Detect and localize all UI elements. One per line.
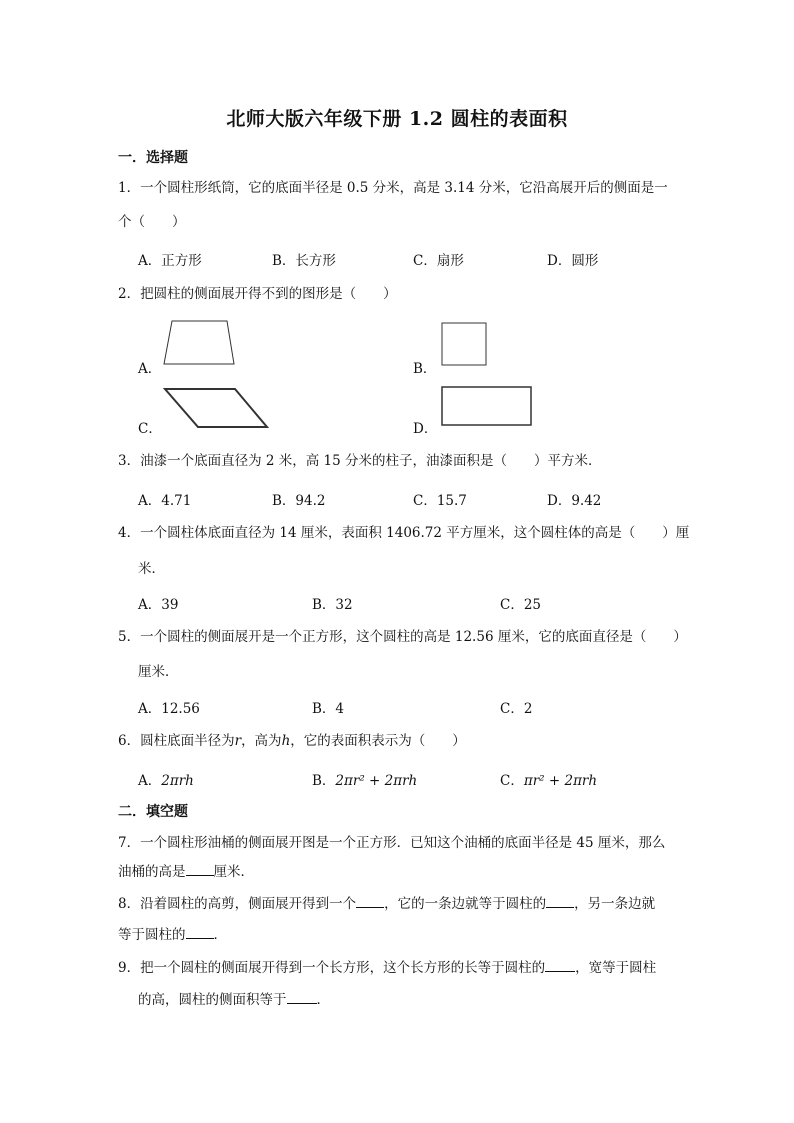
answer-blank[interactable] bbox=[287, 989, 317, 1004]
answer-blank[interactable] bbox=[186, 924, 214, 939]
question-8-text-e: ． bbox=[213, 927, 227, 943]
question-8-text-c: ，另一条边就 bbox=[574, 896, 656, 912]
question-6-suffix: ，它的表面积表示为（ ） bbox=[290, 733, 466, 749]
question-5-line-2: 厘米． bbox=[138, 664, 179, 680]
question-2-label-a: A． bbox=[138, 361, 162, 377]
question-8-text-a: 8．沿着圆柱的高剪，侧面展开得到一个 bbox=[118, 896, 357, 912]
answer-blank[interactable] bbox=[356, 893, 384, 908]
question-3-option-a: A．4.71 bbox=[138, 493, 192, 509]
question-6-option-b bbox=[312, 769, 417, 789]
rectangle-figure bbox=[436, 384, 536, 430]
question-7-text-before-blank: 油桶的高是 bbox=[118, 864, 186, 880]
question-1-option-b: B．长方形 bbox=[272, 253, 336, 269]
question-6-mid: ，高为 bbox=[241, 733, 282, 749]
question-6-text bbox=[118, 731, 466, 751]
question-5-line-1: 5．一个圆柱的侧面展开是一个正方形，这个圆柱的高是 12.56 厘米，它的底面直径是（ ） bbox=[118, 629, 687, 645]
question-8-text-b: ，它的一条边就等于圆柱的 bbox=[384, 896, 547, 912]
formula-pir2-plus-2pirh: πr² + 2πrh bbox=[523, 773, 598, 789]
question-1-option-d: D．圆形 bbox=[547, 253, 599, 269]
question-9-line-1 bbox=[118, 957, 656, 978]
question-9-line-2 bbox=[138, 989, 330, 1010]
question-1-line-2: 个（ ） bbox=[118, 214, 186, 230]
question-1-option-c: C．扇形 bbox=[413, 253, 464, 269]
question-2-text: 2．把圆柱的侧面展开得不到的图形是（ ） bbox=[118, 286, 397, 302]
question-6-option-a bbox=[138, 769, 194, 789]
question-1-line-1: 1．一个圆柱形纸筒，它的底面半径是 0.5 分米，高是 3.14 分米，它沿高展开后的侧面是一 bbox=[118, 180, 668, 196]
question-4-option-c: C．25 bbox=[500, 597, 542, 613]
question-3-text: 3．油漆一个底面直径为 2 米，高 15 分米的柱子，油漆面积是（ ）平方米． bbox=[118, 453, 602, 469]
question-2-label-b: B． bbox=[413, 361, 437, 377]
radius-variable: r bbox=[234, 733, 242, 749]
question-6-option-c bbox=[500, 769, 597, 789]
square-figure bbox=[438, 320, 490, 368]
question-5-option-b: B．4 bbox=[312, 701, 345, 717]
question-9-text-d: ． bbox=[316, 992, 330, 1008]
answer-blank[interactable] bbox=[546, 893, 574, 908]
question-9-text-c: 的高，圆柱的侧面积等于 bbox=[138, 992, 287, 1008]
question-4-line-1: 4．一个圆柱体底面直径为 14 厘米，表面积 1406.72 平方厘米，这个圆柱体的高是（ ）厘 bbox=[118, 525, 690, 541]
question-5-option-a: A．12.56 bbox=[138, 701, 200, 717]
question-7-line-2 bbox=[118, 861, 254, 882]
section-heading-choice: 一．选择题 bbox=[118, 150, 188, 166]
height-variable: h bbox=[281, 733, 291, 749]
page-title: 北师大版六年级下册 1.2 圆柱的表面积 bbox=[226, 108, 568, 130]
question-3-option-c: C．15.7 bbox=[413, 493, 467, 509]
question-6-prefix: 6．圆柱底面半径为 bbox=[118, 733, 235, 749]
question-5-option-c: C．2 bbox=[500, 701, 533, 717]
question-8-line-2 bbox=[118, 924, 227, 945]
formula-2pir2-plus-2pirh: 2πr² + 2πrh bbox=[335, 773, 418, 789]
question-8-line-1 bbox=[118, 893, 655, 914]
question-4-option-b: B．32 bbox=[312, 597, 353, 613]
question-4-line-2: 米． bbox=[138, 561, 165, 577]
question-1-option-a: A．正方形 bbox=[138, 253, 202, 269]
answer-blank[interactable] bbox=[545, 957, 575, 972]
question-2-label-d: D． bbox=[413, 421, 438, 437]
formula-2pirh: 2πrh bbox=[161, 773, 194, 789]
question-8-text-d: 等于圆柱的 bbox=[118, 927, 186, 943]
question-9-text-b: ，宽等于圆柱 bbox=[575, 960, 657, 976]
question-9-text-a: 9．把一个圆柱的侧面展开得到一个长方形，这个长方形的长等于圆柱的 bbox=[118, 960, 546, 976]
question-7-line-1: 7．一个圆柱形油桶的侧面展开图是一个正方形．已知这个油桶的底面半径是 45 厘米，那么 bbox=[118, 835, 666, 851]
question-4-option-a: A．39 bbox=[138, 597, 179, 613]
option-label: B． bbox=[312, 773, 336, 789]
option-label: A． bbox=[138, 773, 162, 789]
question-7-text-after-blank: 厘米． bbox=[213, 864, 254, 880]
answer-blank[interactable] bbox=[186, 861, 214, 876]
question-3-option-b: B．94.2 bbox=[272, 493, 326, 509]
question-3-option-d: D．9.42 bbox=[547, 493, 602, 509]
trapezoid-figure bbox=[160, 318, 240, 370]
option-label: C． bbox=[500, 773, 524, 789]
question-2-label-c: C． bbox=[138, 421, 162, 437]
parallelogram-figure bbox=[160, 386, 272, 432]
section-heading-fill-in: 二．填空题 bbox=[118, 804, 188, 820]
